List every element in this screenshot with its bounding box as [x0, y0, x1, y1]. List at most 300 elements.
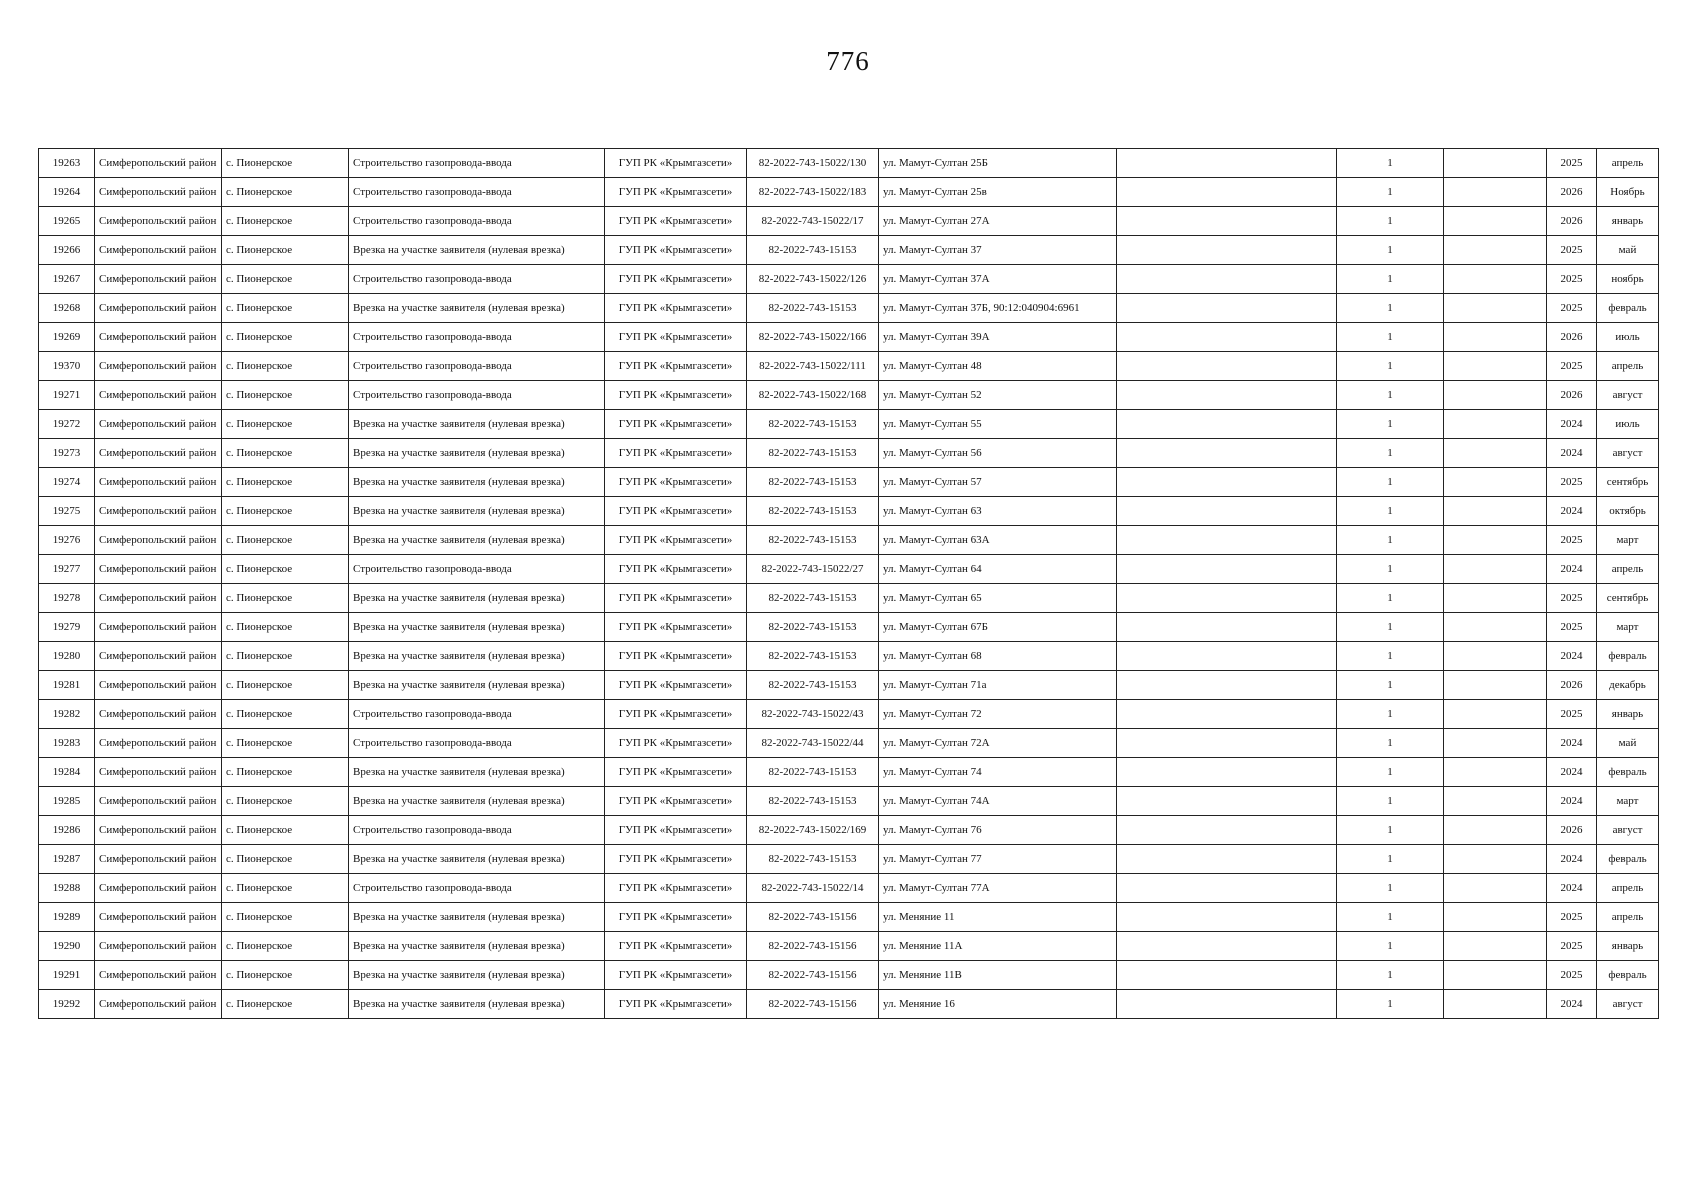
table-row [39, 265, 1659, 294]
blank-cell [1117, 555, 1337, 584]
table-row [39, 700, 1659, 729]
row-number: 19267 [39, 265, 95, 294]
organization-cell: ГУП РК «Крымгазсети» [605, 497, 747, 526]
address-cell: ул. Мамут-Султан 72 [879, 700, 1117, 729]
district-cell: Симферопольский район [95, 816, 222, 845]
organization-cell: ГУП РК «Крымгазсети» [605, 526, 747, 555]
year-cell: 2024 [1547, 758, 1597, 787]
table-row [39, 410, 1659, 439]
district-cell: Симферопольский район [95, 845, 222, 874]
row-number: 19285 [39, 787, 95, 816]
village-cell: с. Пионерское [222, 990, 349, 1019]
table-row [39, 758, 1659, 787]
organization-cell: ГУП РК «Крымгазсети» [605, 555, 747, 584]
year-cell: 2025 [1547, 903, 1597, 932]
blank-cell [1444, 845, 1547, 874]
quantity-cell: 1 [1337, 178, 1444, 207]
blank-cell [1444, 932, 1547, 961]
month-cell: январь [1597, 207, 1659, 236]
work-type-cell: Строительство газопровода-ввода [349, 178, 605, 207]
row-number: 19282 [39, 700, 95, 729]
organization-cell: ГУП РК «Крымгазсети» [605, 439, 747, 468]
quantity-cell: 1 [1337, 323, 1444, 352]
organization-cell: ГУП РК «Крымгазсети» [605, 352, 747, 381]
address-cell: ул. Меняние 11А [879, 932, 1117, 961]
blank-cell [1117, 787, 1337, 816]
blank-cell [1444, 903, 1547, 932]
quantity-cell: 1 [1337, 207, 1444, 236]
month-cell: февраль [1597, 758, 1659, 787]
month-cell: август [1597, 816, 1659, 845]
address-cell: ул. Мамут-Султан 37 [879, 236, 1117, 265]
document-number-cell: 82-2022-743-15153 [747, 845, 879, 874]
village-cell: с. Пионерское [222, 352, 349, 381]
quantity-cell: 1 [1337, 381, 1444, 410]
organization-cell: ГУП РК «Крымгазсети» [605, 932, 747, 961]
document-number-cell: 82-2022-743-15022/169 [747, 816, 879, 845]
quantity-cell: 1 [1337, 874, 1444, 903]
organization-cell: ГУП РК «Крымгазсети» [605, 410, 747, 439]
district-cell: Симферопольский район [95, 207, 222, 236]
month-cell: февраль [1597, 642, 1659, 671]
work-type-cell: Врезка на участке заявителя (нулевая врезка) [349, 671, 605, 700]
document-number-cell: 82-2022-743-15022/17 [747, 207, 879, 236]
month-cell: апрель [1597, 555, 1659, 584]
row-number: 19266 [39, 236, 95, 265]
village-cell: с. Пионерское [222, 381, 349, 410]
year-cell: 2026 [1547, 178, 1597, 207]
row-number: 19284 [39, 758, 95, 787]
month-cell: январь [1597, 932, 1659, 961]
organization-cell: ГУП РК «Крымгазсети» [605, 787, 747, 816]
year-cell: 2025 [1547, 149, 1597, 178]
table-row [39, 874, 1659, 903]
row-number: 19287 [39, 845, 95, 874]
month-cell: март [1597, 787, 1659, 816]
table-row [39, 903, 1659, 932]
organization-cell: ГУП РК «Крымгазсети» [605, 207, 747, 236]
table-row [39, 990, 1659, 1019]
row-number: 19370 [39, 352, 95, 381]
village-cell: с. Пионерское [222, 207, 349, 236]
district-cell: Симферопольский район [95, 874, 222, 903]
table-row [39, 178, 1659, 207]
year-cell: 2024 [1547, 410, 1597, 439]
village-cell: с. Пионерское [222, 439, 349, 468]
organization-cell: ГУП РК «Крымгазсети» [605, 381, 747, 410]
year-cell: 2024 [1547, 439, 1597, 468]
work-type-cell: Строительство газопровода-ввода [349, 816, 605, 845]
month-cell: январь [1597, 700, 1659, 729]
district-cell: Симферопольский район [95, 584, 222, 613]
address-cell: ул. Мамут-Султан 67Б [879, 613, 1117, 642]
document-number-cell: 82-2022-743-15022/43 [747, 700, 879, 729]
organization-cell: ГУП РК «Крымгазсети» [605, 149, 747, 178]
document-number-cell: 82-2022-743-15156 [747, 932, 879, 961]
village-cell: с. Пионерское [222, 961, 349, 990]
village-cell: с. Пионерское [222, 468, 349, 497]
document-number-cell: 82-2022-743-15156 [747, 961, 879, 990]
year-cell: 2024 [1547, 874, 1597, 903]
row-number: 19274 [39, 468, 95, 497]
organization-cell: ГУП РК «Крымгазсети» [605, 671, 747, 700]
address-cell: ул. Мамут-Султан 63 [879, 497, 1117, 526]
district-cell: Симферопольский район [95, 236, 222, 265]
document-number-cell: 82-2022-743-15153 [747, 526, 879, 555]
quantity-cell: 1 [1337, 149, 1444, 178]
district-cell: Симферопольский район [95, 671, 222, 700]
blank-cell [1444, 729, 1547, 758]
quantity-cell: 1 [1337, 700, 1444, 729]
month-cell: август [1597, 439, 1659, 468]
village-cell: с. Пионерское [222, 584, 349, 613]
blank-cell [1117, 149, 1337, 178]
document-number-cell: 82-2022-743-15022/168 [747, 381, 879, 410]
table-row [39, 236, 1659, 265]
district-cell: Симферопольский район [95, 961, 222, 990]
row-number: 19263 [39, 149, 95, 178]
quantity-cell: 1 [1337, 671, 1444, 700]
row-number: 19292 [39, 990, 95, 1019]
month-cell: апрель [1597, 352, 1659, 381]
blank-cell [1444, 149, 1547, 178]
work-type-cell: Строительство газопровода-ввода [349, 555, 605, 584]
blank-cell [1444, 178, 1547, 207]
organization-cell: ГУП РК «Крымгазсети» [605, 236, 747, 265]
table-row [39, 526, 1659, 555]
organization-cell: ГУП РК «Крымгазсети» [605, 323, 747, 352]
district-cell: Симферопольский район [95, 439, 222, 468]
document-number-cell: 82-2022-743-15153 [747, 787, 879, 816]
month-cell: сентябрь [1597, 584, 1659, 613]
year-cell: 2025 [1547, 468, 1597, 497]
work-type-cell: Строительство газопровода-ввода [349, 729, 605, 758]
blank-cell [1117, 758, 1337, 787]
village-cell: с. Пионерское [222, 874, 349, 903]
row-number: 19279 [39, 613, 95, 642]
work-type-cell: Врезка на участке заявителя (нулевая врезка) [349, 294, 605, 323]
document-number-cell: 82-2022-743-15022/183 [747, 178, 879, 207]
village-cell: с. Пионерское [222, 903, 349, 932]
table-row [39, 149, 1659, 178]
document-number-cell: 82-2022-743-15153 [747, 468, 879, 497]
blank-cell [1117, 700, 1337, 729]
blank-cell [1117, 381, 1337, 410]
village-cell: с. Пионерское [222, 497, 349, 526]
village-cell: с. Пионерское [222, 758, 349, 787]
blank-cell [1444, 294, 1547, 323]
organization-cell: ГУП РК «Крымгазсети» [605, 642, 747, 671]
table-row [39, 207, 1659, 236]
work-type-cell: Строительство газопровода-ввода [349, 352, 605, 381]
month-cell: июль [1597, 410, 1659, 439]
table-row [39, 381, 1659, 410]
district-cell: Симферопольский район [95, 294, 222, 323]
table-row [39, 294, 1659, 323]
row-number: 19264 [39, 178, 95, 207]
address-cell: ул. Меняние 11 [879, 903, 1117, 932]
document-number-cell: 82-2022-743-15022/111 [747, 352, 879, 381]
month-cell: апрель [1597, 149, 1659, 178]
village-cell: с. Пионерское [222, 236, 349, 265]
blank-cell [1444, 265, 1547, 294]
year-cell: 2024 [1547, 990, 1597, 1019]
month-cell: апрель [1597, 903, 1659, 932]
village-cell: с. Пионерское [222, 294, 349, 323]
register-body [39, 149, 1659, 1019]
table-row [39, 323, 1659, 352]
quantity-cell: 1 [1337, 816, 1444, 845]
address-cell: ул. Мамут-Султан 63А [879, 526, 1117, 555]
address-cell: ул. Мамут-Султан 71а [879, 671, 1117, 700]
blank-cell [1444, 410, 1547, 439]
village-cell: с. Пионерское [222, 613, 349, 642]
blank-cell [1444, 497, 1547, 526]
month-cell: май [1597, 236, 1659, 265]
year-cell: 2025 [1547, 294, 1597, 323]
work-type-cell: Врезка на участке заявителя (нулевая врезка) [349, 758, 605, 787]
year-cell: 2026 [1547, 381, 1597, 410]
work-type-cell: Строительство газопровода-ввода [349, 207, 605, 236]
organization-cell: ГУП РК «Крымгазсети» [605, 700, 747, 729]
address-cell: ул. Мамут-Султан 48 [879, 352, 1117, 381]
table-row [39, 352, 1659, 381]
row-number: 19286 [39, 816, 95, 845]
blank-cell [1117, 816, 1337, 845]
month-cell: ноябрь [1597, 265, 1659, 294]
blank-cell [1117, 526, 1337, 555]
table-row [39, 468, 1659, 497]
year-cell: 2025 [1547, 932, 1597, 961]
blank-cell [1117, 352, 1337, 381]
table-row [39, 845, 1659, 874]
blank-cell [1117, 207, 1337, 236]
district-cell: Симферопольский район [95, 555, 222, 584]
document-number-cell: 82-2022-743-15022/27 [747, 555, 879, 584]
blank-cell [1117, 439, 1337, 468]
blank-cell [1117, 468, 1337, 497]
quantity-cell: 1 [1337, 410, 1444, 439]
work-type-cell: Врезка на участке заявителя (нулевая врезка) [349, 439, 605, 468]
organization-cell: ГУП РК «Крымгазсети» [605, 816, 747, 845]
blank-cell [1444, 439, 1547, 468]
row-number: 19268 [39, 294, 95, 323]
table-row [39, 787, 1659, 816]
document-number-cell: 82-2022-743-15022/126 [747, 265, 879, 294]
month-cell: июль [1597, 323, 1659, 352]
month-cell: август [1597, 381, 1659, 410]
document-number-cell: 82-2022-743-15153 [747, 642, 879, 671]
quantity-cell: 1 [1337, 352, 1444, 381]
blank-cell [1117, 584, 1337, 613]
blank-cell [1117, 323, 1337, 352]
address-cell: ул. Мамут-Султан 77 [879, 845, 1117, 874]
district-cell: Симферопольский район [95, 700, 222, 729]
village-cell: с. Пионерское [222, 178, 349, 207]
quantity-cell: 1 [1337, 526, 1444, 555]
row-number: 19280 [39, 642, 95, 671]
district-cell: Симферопольский район [95, 990, 222, 1019]
month-cell: май [1597, 729, 1659, 758]
village-cell: с. Пионерское [222, 816, 349, 845]
quantity-cell: 1 [1337, 961, 1444, 990]
district-cell: Симферопольский район [95, 323, 222, 352]
address-cell: ул. Меняние 11В [879, 961, 1117, 990]
blank-cell [1117, 236, 1337, 265]
organization-cell: ГУП РК «Крымгазсети» [605, 294, 747, 323]
blank-cell [1117, 410, 1337, 439]
blank-cell [1117, 729, 1337, 758]
village-cell: с. Пионерское [222, 700, 349, 729]
table-row [39, 729, 1659, 758]
blank-cell [1117, 961, 1337, 990]
blank-cell [1444, 874, 1547, 903]
blank-cell [1444, 613, 1547, 642]
village-cell: с. Пионерское [222, 671, 349, 700]
work-type-cell: Врезка на участке заявителя (нулевая врезка) [349, 526, 605, 555]
organization-cell: ГУП РК «Крымгазсети» [605, 178, 747, 207]
year-cell: 2025 [1547, 961, 1597, 990]
row-number: 19271 [39, 381, 95, 410]
district-cell: Симферопольский район [95, 410, 222, 439]
quantity-cell: 1 [1337, 265, 1444, 294]
blank-cell [1444, 323, 1547, 352]
blank-cell [1117, 671, 1337, 700]
row-number: 19283 [39, 729, 95, 758]
district-cell: Симферопольский район [95, 758, 222, 787]
document-number-cell: 82-2022-743-15153 [747, 294, 879, 323]
month-cell: декабрь [1597, 671, 1659, 700]
district-cell: Симферопольский район [95, 265, 222, 294]
month-cell: сентябрь [1597, 468, 1659, 497]
document-number-cell: 82-2022-743-15153 [747, 497, 879, 526]
district-cell: Симферопольский район [95, 352, 222, 381]
blank-cell [1444, 526, 1547, 555]
quantity-cell: 1 [1337, 932, 1444, 961]
quantity-cell: 1 [1337, 903, 1444, 932]
row-number: 19290 [39, 932, 95, 961]
year-cell: 2024 [1547, 787, 1597, 816]
quantity-cell: 1 [1337, 787, 1444, 816]
organization-cell: ГУП РК «Крымгазсети» [605, 265, 747, 294]
document-number-cell: 82-2022-743-15153 [747, 236, 879, 265]
quantity-cell: 1 [1337, 555, 1444, 584]
table-row [39, 584, 1659, 613]
document-number-cell: 82-2022-743-15022/44 [747, 729, 879, 758]
address-cell: ул. Мамут-Султан 64 [879, 555, 1117, 584]
organization-cell: ГУП РК «Крымгазсети» [605, 903, 747, 932]
address-cell: ул. Мамут-Султан 25Б [879, 149, 1117, 178]
address-cell: ул. Мамут-Султан 56 [879, 439, 1117, 468]
organization-cell: ГУП РК «Крымгазсети» [605, 961, 747, 990]
blank-cell [1444, 555, 1547, 584]
year-cell: 2025 [1547, 526, 1597, 555]
quantity-cell: 1 [1337, 236, 1444, 265]
blank-cell [1444, 787, 1547, 816]
address-cell: ул. Мамут-Султан 25в [879, 178, 1117, 207]
work-type-cell: Врезка на участке заявителя (нулевая врезка) [349, 584, 605, 613]
blank-cell [1444, 642, 1547, 671]
village-cell: с. Пионерское [222, 729, 349, 758]
year-cell: 2024 [1547, 497, 1597, 526]
blank-cell [1444, 207, 1547, 236]
document-number-cell: 82-2022-743-15022/166 [747, 323, 879, 352]
blank-cell [1117, 613, 1337, 642]
organization-cell: ГУП РК «Крымгазсети» [605, 845, 747, 874]
year-cell: 2025 [1547, 613, 1597, 642]
work-type-cell: Врезка на участке заявителя (нулевая врезка) [349, 410, 605, 439]
district-cell: Симферопольский район [95, 468, 222, 497]
blank-cell [1444, 816, 1547, 845]
work-type-cell: Врезка на участке заявителя (нулевая врезка) [349, 613, 605, 642]
quantity-cell: 1 [1337, 729, 1444, 758]
village-cell: с. Пионерское [222, 555, 349, 584]
quantity-cell: 1 [1337, 758, 1444, 787]
work-type-cell: Строительство газопровода-ввода [349, 323, 605, 352]
month-cell: февраль [1597, 294, 1659, 323]
district-cell: Симферопольский район [95, 381, 222, 410]
organization-cell: ГУП РК «Крымгазсети» [605, 758, 747, 787]
work-type-cell: Врезка на участке заявителя (нулевая врезка) [349, 903, 605, 932]
register-table [38, 148, 1659, 1019]
document-number-cell: 82-2022-743-15156 [747, 990, 879, 1019]
row-number: 19272 [39, 410, 95, 439]
work-type-cell: Строительство газопровода-ввода [349, 381, 605, 410]
year-cell: 2025 [1547, 265, 1597, 294]
work-type-cell: Врезка на участке заявителя (нулевая врезка) [349, 845, 605, 874]
blank-cell [1117, 265, 1337, 294]
year-cell: 2025 [1547, 352, 1597, 381]
row-number: 19275 [39, 497, 95, 526]
table-row [39, 961, 1659, 990]
address-cell: ул. Мамут-Султан 37А [879, 265, 1117, 294]
table-row [39, 613, 1659, 642]
organization-cell: ГУП РК «Крымгазсети» [605, 584, 747, 613]
address-cell: ул. Мамут-Султан 37Б, 90:12:040904:6961 [879, 294, 1117, 323]
village-cell: с. Пионерское [222, 787, 349, 816]
quantity-cell: 1 [1337, 584, 1444, 613]
document-number-cell: 82-2022-743-15153 [747, 439, 879, 468]
table-row [39, 497, 1659, 526]
row-number: 19273 [39, 439, 95, 468]
address-cell: ул. Мамут-Султан 39А [879, 323, 1117, 352]
document-number-cell: 82-2022-743-15022/130 [747, 149, 879, 178]
district-cell: Симферопольский район [95, 178, 222, 207]
document-number-cell: 82-2022-743-15022/14 [747, 874, 879, 903]
year-cell: 2025 [1547, 236, 1597, 265]
quantity-cell: 1 [1337, 497, 1444, 526]
row-number: 19278 [39, 584, 95, 613]
work-type-cell: Строительство газопровода-ввода [349, 874, 605, 903]
year-cell: 2025 [1547, 584, 1597, 613]
address-cell: ул. Мамут-Султан 55 [879, 410, 1117, 439]
year-cell: 2026 [1547, 207, 1597, 236]
address-cell: ул. Мамут-Султан 57 [879, 468, 1117, 497]
address-cell: ул. Мамут-Султан 74А [879, 787, 1117, 816]
year-cell: 2025 [1547, 700, 1597, 729]
year-cell: 2024 [1547, 729, 1597, 758]
month-cell: Ноябрь [1597, 178, 1659, 207]
month-cell: октябрь [1597, 497, 1659, 526]
quantity-cell: 1 [1337, 468, 1444, 497]
row-number: 19289 [39, 903, 95, 932]
work-type-cell: Строительство газопровода-ввода [349, 700, 605, 729]
month-cell: февраль [1597, 961, 1659, 990]
table-row [39, 932, 1659, 961]
document-number-cell: 82-2022-743-15153 [747, 671, 879, 700]
blank-cell [1117, 845, 1337, 874]
district-cell: Симферопольский район [95, 642, 222, 671]
